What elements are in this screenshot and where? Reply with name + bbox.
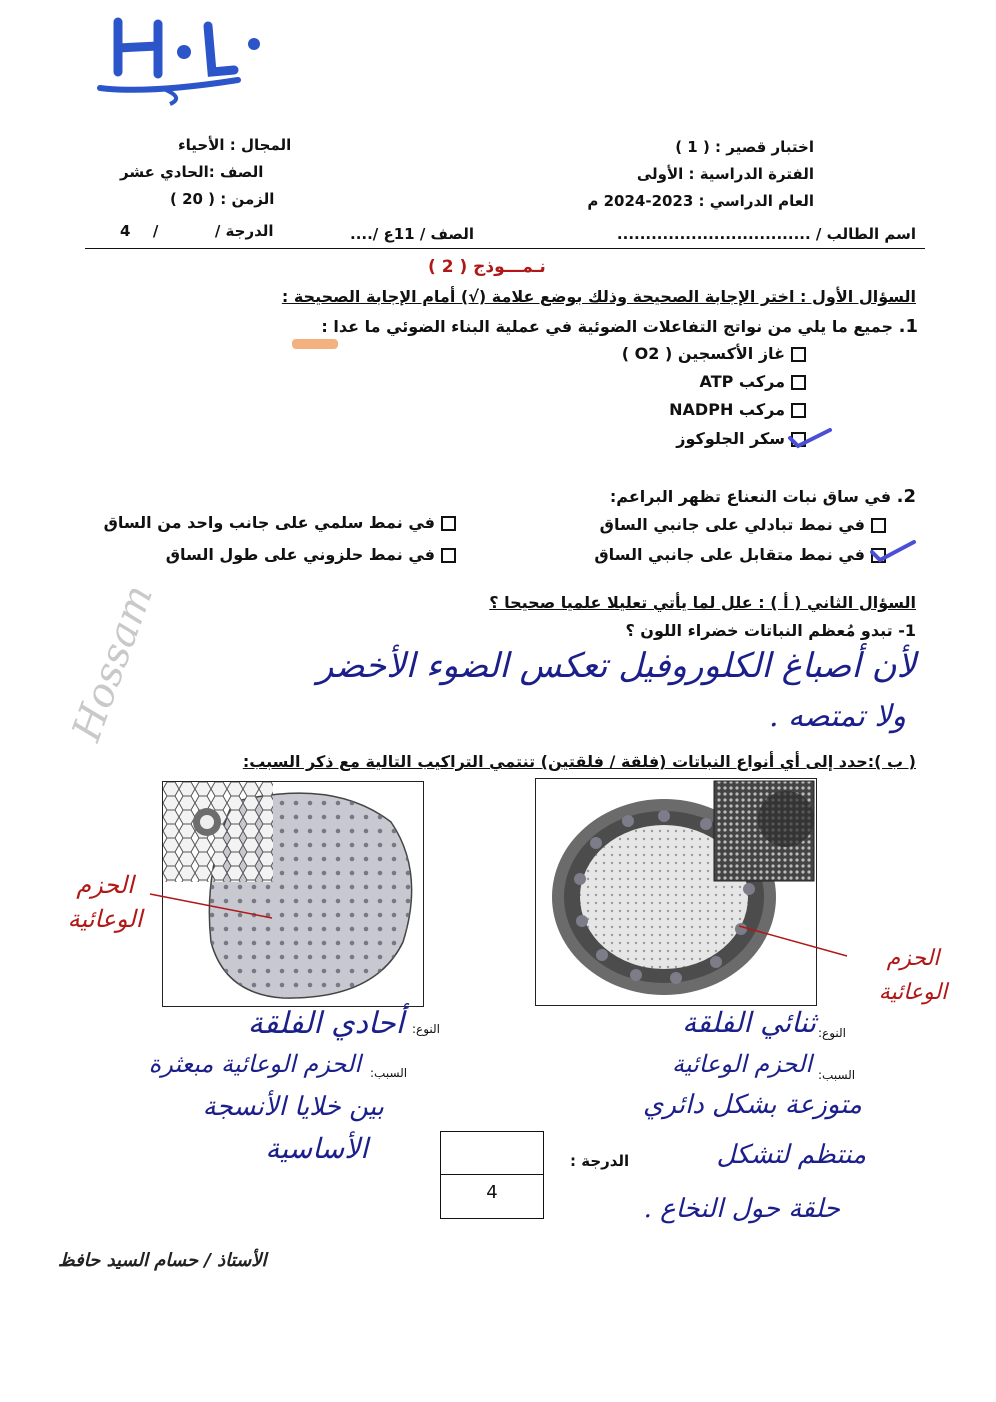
left-annotation-word1: الحزم bbox=[76, 871, 134, 899]
q2a-answer-line1: لأن أصباغ الكلوروفيل تعكس الضوء الأخضر bbox=[316, 646, 916, 686]
check-mark-icon bbox=[866, 536, 918, 564]
right-annotation-word1: الحزم bbox=[886, 946, 940, 971]
right-pointer-line bbox=[735, 922, 855, 962]
subject-domain: المجال : الأحياء bbox=[178, 136, 292, 154]
q2a-item: 1- تبدو مُعظم النباتات خضراء اللون ؟ bbox=[625, 621, 916, 640]
left-type-label: النوع: bbox=[412, 1022, 441, 1036]
left-reason-1: الحزم الوعائية مبعثرة bbox=[148, 1050, 361, 1078]
q1-item1-stem bbox=[321, 316, 918, 337]
q1-item2-number: 2. bbox=[896, 486, 916, 507]
checkbox-icon[interactable] bbox=[791, 375, 806, 390]
quiz-title: اختبار قصير : ( 1 ) bbox=[675, 138, 814, 156]
grade-value: 4 bbox=[486, 1182, 498, 1203]
q1-item1-option-4[interactable]: سكر الجلوكوز bbox=[676, 429, 806, 448]
dicot-stem-photo bbox=[535, 778, 817, 1006]
q1-item1-option-2[interactable]: مركب ATP bbox=[700, 372, 806, 391]
model-number: نـمـــوذج ( 2 ) bbox=[428, 257, 546, 277]
right-reason-3: منتظم لتشكل bbox=[716, 1140, 866, 1170]
left-reason-3: الأساسية bbox=[265, 1132, 368, 1165]
score-sep: / bbox=[152, 222, 159, 240]
school-year: العام الدراسي : 2023-2024 م bbox=[587, 192, 814, 210]
q1-item1-option-3[interactable]: مركب NADPH bbox=[669, 400, 806, 419]
logo bbox=[88, 14, 268, 106]
right-reason-label: السبب: bbox=[818, 1068, 856, 1082]
q1-item2-option-1[interactable]: في نمط تبادلي على جانبي الساق bbox=[600, 515, 886, 534]
highlight-mark bbox=[292, 339, 338, 349]
q1-item1-text: جميع ما يلي من نواتج التفاعلات الضوئية في عملية البناء الضوئي ما عدا : bbox=[321, 317, 894, 336]
score-label: الدرجة / bbox=[214, 222, 274, 240]
grade-level: الصف :الحادي عشر bbox=[120, 163, 264, 181]
class-field: الصف / 11ع /.... bbox=[350, 225, 474, 243]
left-type-answer: أحادي الفلقة bbox=[247, 1006, 404, 1041]
q2a-answer-line2: ولا تمتصه . bbox=[768, 699, 906, 734]
left-pointer-line bbox=[148, 890, 278, 930]
time-allowed: الزمن : ( 20 ) bbox=[170, 190, 275, 208]
right-reason-4: حلقة حول النخاع . bbox=[643, 1194, 840, 1224]
teacher-name: الأستاذ / حسام السيد حافظ bbox=[58, 1250, 267, 1271]
term: الفترة الدراسية : الأولى bbox=[636, 165, 814, 183]
left-reason-2: بين خلايا الأنسجة bbox=[202, 1092, 384, 1122]
q2a-title: السؤال الثاني ( أ ) : علل لما يأتي تعليلا علميا صحيحا ؟ bbox=[489, 593, 916, 612]
grade-box bbox=[440, 1131, 544, 1219]
watermark-signature: Hossam bbox=[63, 579, 163, 747]
right-annotation-word2: الوعائية bbox=[878, 980, 948, 1005]
q1-item2-option-4[interactable]: في نمط حلزوني على طول الساق bbox=[166, 545, 456, 564]
checkbox-icon[interactable] bbox=[441, 548, 456, 563]
check-mark-icon bbox=[784, 424, 834, 452]
dicot-cross-section bbox=[536, 779, 816, 1005]
q1-item1-number: 1. bbox=[898, 316, 918, 337]
q1-item2-option-3[interactable]: في نمط متقابل على جانبي الساق bbox=[594, 545, 886, 564]
checkbox-icon[interactable] bbox=[791, 403, 806, 418]
right-annotation bbox=[848, 942, 978, 1010]
grade-label: الدرجة : bbox=[570, 1152, 630, 1170]
checkbox-icon[interactable] bbox=[871, 518, 886, 533]
q1-item2-option-2[interactable]: في نمط سلمي على جانب واحد من الساق bbox=[104, 513, 456, 532]
q1-item1-option-1[interactable]: غاز الأكسجين ( O2 ) bbox=[622, 344, 806, 363]
logo-mark bbox=[88, 14, 268, 106]
checkbox-icon[interactable] bbox=[441, 516, 456, 531]
q1-item2-text: في ساق نبات النعناع تظهر البراعم: bbox=[609, 487, 892, 506]
score-field bbox=[120, 222, 274, 240]
left-annotation-word2: الوعائية bbox=[67, 905, 143, 933]
right-reason-1: الحزم الوعائية bbox=[671, 1050, 812, 1078]
right-reason-2: متوزعة بشكل دائري bbox=[643, 1090, 862, 1120]
header-divider bbox=[85, 248, 925, 249]
right-type-answer: ثنائي الفلقة bbox=[682, 1006, 816, 1039]
q1-title: السؤال الأول : اختر الإجابة الصحيحة وذلك بوضع علامة (√) أمام الإجابة الصحيحة : bbox=[281, 287, 916, 306]
student-name-field: اسم الطالب / .................................. bbox=[616, 225, 916, 243]
q1-item2-stem bbox=[610, 486, 916, 507]
right-type-label: النوع: bbox=[818, 1026, 847, 1040]
checkbox-icon[interactable] bbox=[791, 347, 806, 362]
left-reason-label: السبب: bbox=[370, 1066, 408, 1080]
score-total: 4 bbox=[120, 222, 131, 240]
q2b-title: ( ب ):حدد إلى أي أنواع النباتات (فلقة / فلقتين) تنتمي التراكيب التالية مع ذكر السبب: bbox=[242, 752, 916, 771]
